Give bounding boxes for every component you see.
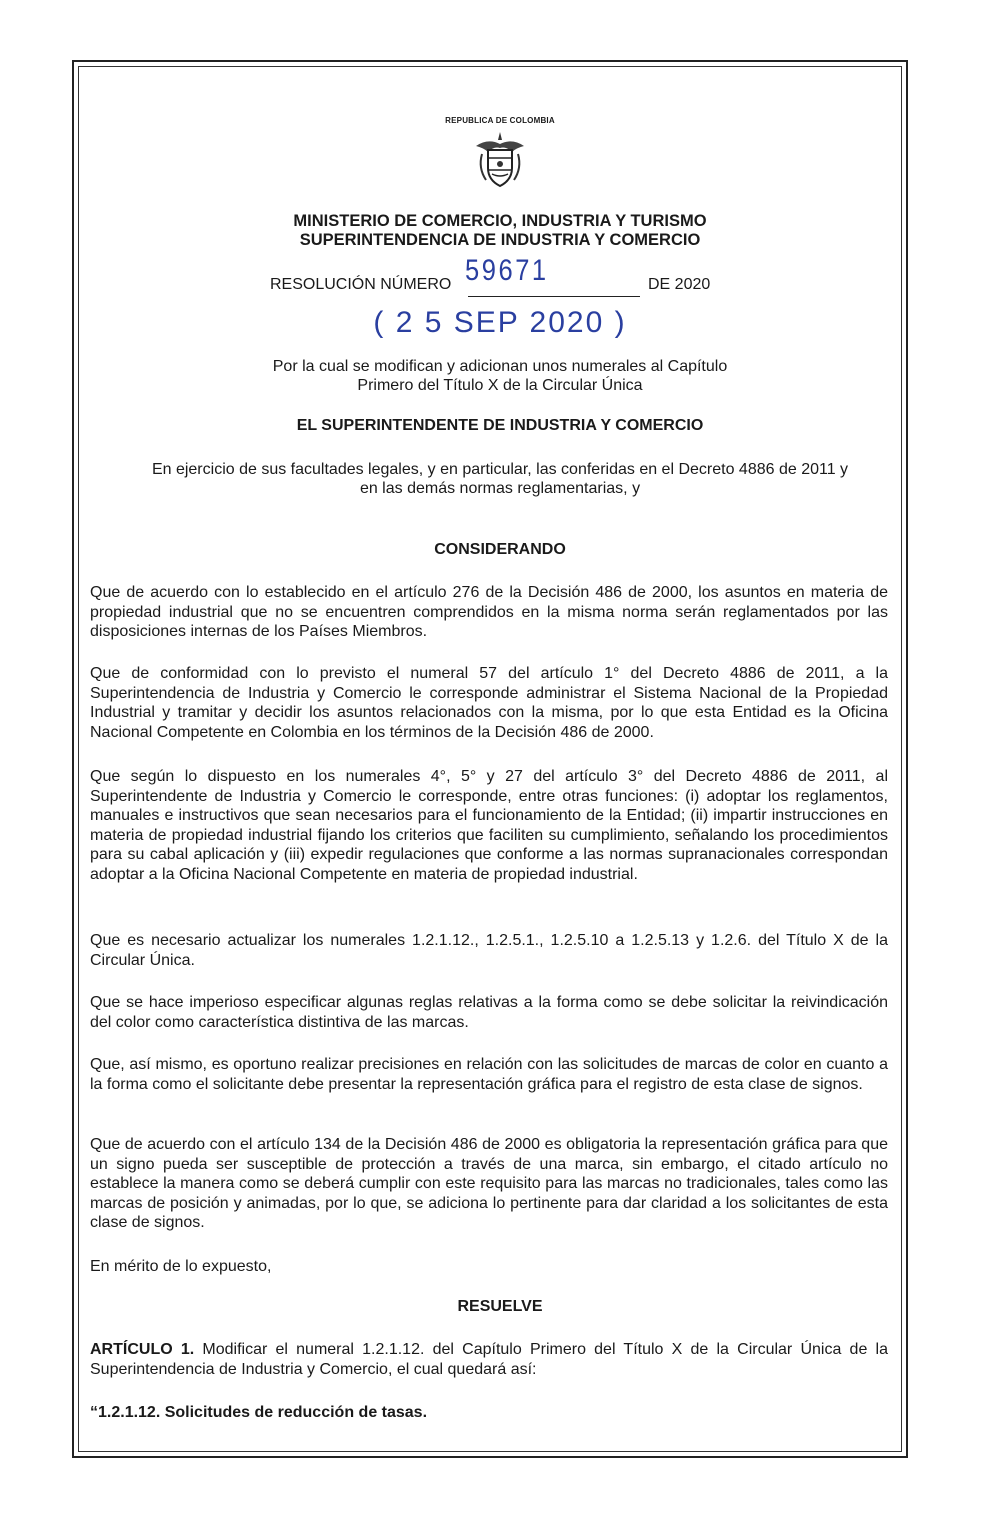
legal-basis-line-1: En ejercicio de sus facultades legales, y en particular, las conferidas en el Decreto 4886 de 2011 y: [151, 461, 849, 478]
superintendency-name: SUPERINTENDENCIA DE INDUSTRIA Y COMERCIO: [299, 231, 701, 249]
considering-paragraph: Que, así mismo, es oportuno realizar precisiones en relación con las solicitudes de marcas de color en cuanto a la forma como el solicitante debe presentar la representación gráfica para el registro de esta clase de signos.: [90, 1056, 888, 1093]
resolution-number-row: [0, 254, 1000, 306]
coat-of-arms-icon: [468, 128, 532, 192]
considering-paragraph: Que se hace imperioso especificar algunas reglas relativas a la forma como se debe solicitar la reivindicación del color como característica distintiva de las marcas.: [90, 994, 888, 1031]
considering-paragraph: Que de acuerdo con lo establecido en el artículo 276 de la Decisión 486 de 2000, los asuntos en materia de propiedad industrial que no se encuentren comprendidos en la misma norma serán reglamentados por las disposiciones internas de los Países Miembros.: [90, 584, 888, 640]
considering-paragraph: En mérito de lo expuesto,: [90, 1258, 272, 1275]
considerando-heading: CONSIDERANDO: [434, 541, 566, 558]
subject-line-2: Primero del Título X de la Circular Única: [357, 377, 643, 394]
article-1-label: ARTÍCULO 1.: [90, 1341, 195, 1358]
article-1-text: Modificar el numeral 1.2.1.12. del Capítulo Primero del Título X de la Circular Única de la Superintendencia de Industria y Comercio, el cual quedará así:: [90, 1341, 888, 1378]
resolution-year: DE 2020: [648, 276, 711, 293]
considering-paragraph: Que según lo dispuesto en los numerales 4°, 5° y 27 del artículo 3° del Decreto 4886 de 2011, al Superintendente de Industria y Comercio le corresponde, entre otras funciones: (i) adoptar los reglamentos, manuales e instructivos que sean necesarios para el funcionamiento de la Entidad; (ii) impartir instrucciones en materia de propiedad industrial fijando los criterios que faciliten su cumplimiento, señalando los procedimientos para su cabal aplicación y (iii) expedir regulaciones que conforme a las normas supranacionales correspondan adoptar a la Oficina Nacional Competente en materia de propiedad industrial.: [90, 768, 888, 883]
article-1: [90, 1340, 888, 1379]
legal-basis-line-2: en las demás normas reglamentarias, y: [359, 480, 641, 497]
date-stamp: ( 2 5 SEP 2020 ): [373, 306, 627, 339]
numeral-heading: “1.2.1.12. Solicitudes de reducción de tasas.: [90, 1404, 428, 1421]
considering-paragraph: Que de acuerdo con el artículo 134 de la Decisión 486 de 2000 es obligatoria la representación gráfica para que un signo pueda ser susceptible de protección a través de una marca, sin embargo, el citado artículo no establece la manera como se deberá cumplir con este requisito para las marcas no tradicionales, tales como las marcas de posición y animadas, por lo que, se adiciona lo pertinente para dar claridad a los solicitantes de esta clase de signos.: [90, 1136, 888, 1231]
legal-basis: [100, 460, 900, 498]
ministry-name: MINISTERIO DE COMERCIO, INDUSTRIA Y TURISMO: [293, 212, 707, 230]
resolution-subject: [0, 357, 1000, 395]
resuelve-heading: RESUELVE: [457, 1298, 543, 1315]
resolution-number-stamp: 59671: [465, 254, 549, 287]
issuing-entity: [0, 212, 1000, 250]
resolution-number-underline: [468, 296, 640, 297]
resolution-label: RESOLUCIÓN NÚMERO: [270, 276, 452, 293]
authority-title: EL SUPERINTENDENTE DE INDUSTRIA Y COMERCIO: [296, 417, 704, 434]
considering-paragraph: Que de conformidad con lo previsto el numeral 57 del artículo 1° del Decreto 4886 de 2011, a la Superintendencia de Industria y Comercio le corresponde administrar el Sistema Nacional de la Propiedad Industrial y tramitar y decidir los asuntos relacionados con la misma, por lo que esta Entidad es la Oficina Nacional Competente en Colombia en los términos de la Decisión 486 de 2000.: [90, 665, 888, 741]
republic-label: REPUBLICA DE COLOMBIA: [445, 116, 555, 125]
subject-line-1: Por la cual se modifican y adicionan unos numerales al Capítulo: [272, 358, 728, 375]
considering-paragraph: Que es necesario actualizar los numerales 1.2.1.12., 1.2.5.1., 1.2.5.10 a 1.2.5.13 y 1.2.6. del Título X de la Circular Única.: [90, 932, 888, 969]
